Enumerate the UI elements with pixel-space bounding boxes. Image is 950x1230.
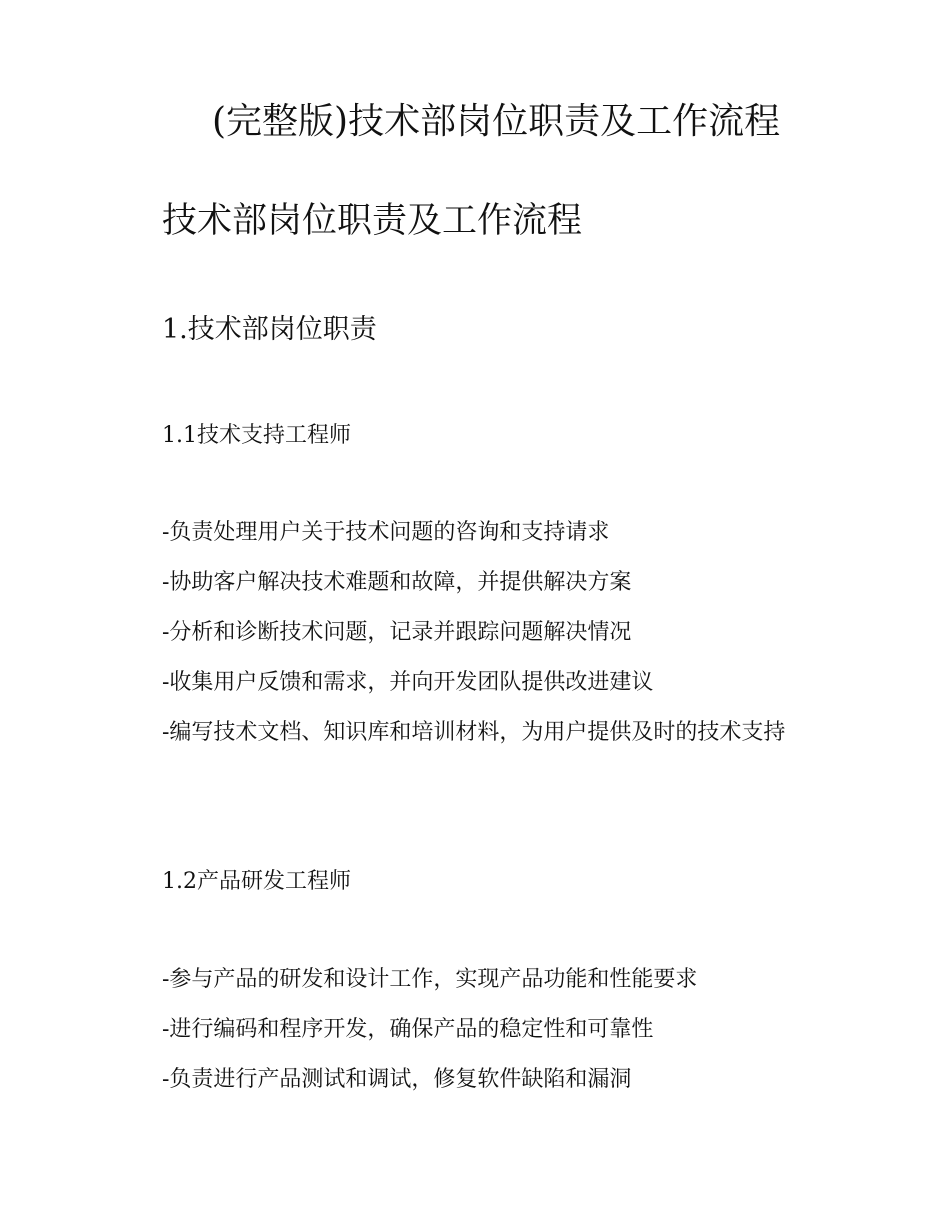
list-item: -参与产品的研发和设计工作，实现产品功能和性能要求 [162, 967, 698, 992]
list-item: -协助客户解决技术难题和故障，并提供解决方案 [162, 570, 632, 595]
list-item: -编写技术文档、知识库和培训材料，为用户提供及时的技术支持 [162, 720, 786, 745]
list-item: -进行编码和程序开发，确保产品的稳定性和可靠性 [162, 1017, 654, 1042]
section-heading: 1.技术部岗位职责 [162, 314, 377, 345]
subsection-heading-support-engineer: 1.1技术支持工程师 [162, 423, 351, 448]
document-title: (完整版)技术部岗位职责及工作流程 [212, 101, 781, 142]
list-item: -负责进行产品测试和调试，修复软件缺陷和漏洞 [162, 1067, 632, 1092]
list-item: -分析和诊断技术问题，记录并跟踪问题解决情况 [162, 620, 632, 645]
list-item: -负责处理用户关于技术问题的咨询和支持请求 [162, 520, 610, 545]
list-item: -收集用户反馈和需求，并向开发团队提供改进建议 [162, 670, 654, 695]
document-heading: 技术部岗位职责及工作流程 [162, 201, 583, 241]
subsection-heading-rd-engineer: 1.2产品研发工程师 [162, 869, 351, 894]
